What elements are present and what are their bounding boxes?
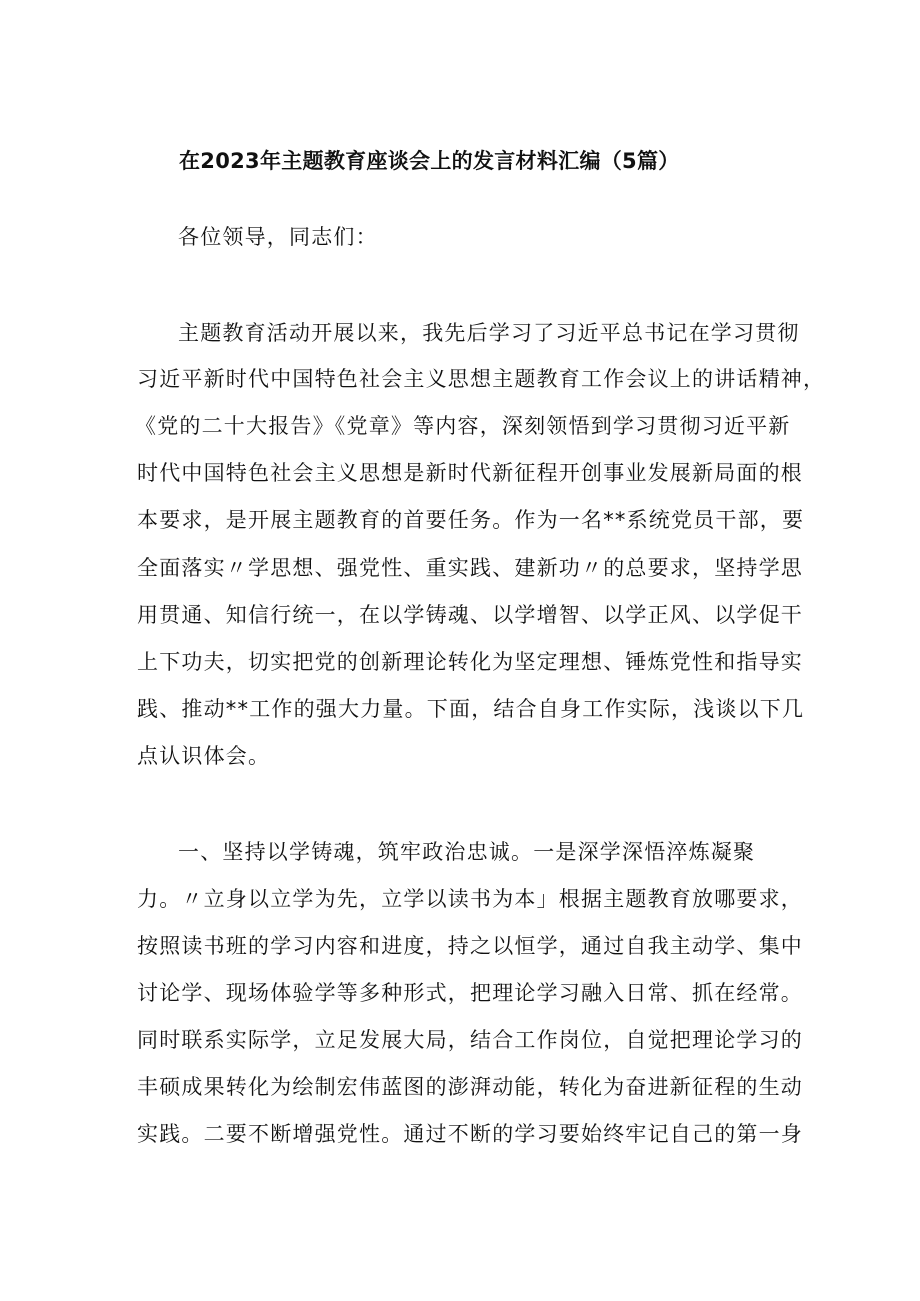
paragraph-2-line-5: 同时联系实际学，立足发展大局，结合工作岗位，自觉把理论学习的 [137, 1028, 803, 1052]
paragraph-2-line-7: 实践。二要不断增强党性。通过不断的学习要始终牢记自己的第一身 [137, 1122, 803, 1146]
paragraph-2-line-3: 按照读书班的学习内容和进度，持之以恒学，通过自我主动学、集中 [137, 934, 803, 958]
paragraph-1-line-1: 主题教育活动开展以来，我先后学习了习近平总书记在学习贯彻 [178, 321, 800, 345]
document-title: 在2023年主题教育座谈会上的发言材料汇编（5篇） [179, 149, 680, 173]
paragraph-1-line-5: 本要求，是开展主题教育的首要任务。作为一名**系统党员干部，要 [137, 508, 805, 532]
paragraph-1-line-8: 上下功夫，切实把党的创新理论转化为坚定理想、锤炼党性和指导实 [137, 650, 803, 674]
paragraph-1-line-3: 《党的二十大报告》《党章》等内容，深刻领悟到学习贯彻习近平新 [135, 414, 791, 438]
paragraph-1-line-6: 全面落实〃学思想、强党性、重实践、建新功〃的总要求，坚持学思 [137, 556, 803, 580]
paragraph-2-line-6: 丰硕成果转化为绘制宏伟蓝图的澎湃动能，转化为奋进新征程的生动 [137, 1075, 803, 1099]
paragraph-1-line-2: 习近平新时代中国特色社会主义思想主题教育工作会议上的讲话精神， [137, 367, 826, 391]
paragraph-1-line-10: 点认识体会。 [137, 744, 271, 768]
paragraph-2-line-2: 力。〃立身以立学为先，立学以读书为本」根据主题教育放哪要求， [137, 887, 803, 911]
paragraph-1-line-7: 用贯通、知信行统一，在以学铸魂、以学增智、以学正风、以学促干 [137, 603, 803, 627]
greeting: 各位领导，同志们： [178, 225, 378, 249]
paragraph-1-line-4: 时代中国特色社会主义思想是新时代新征程开创事业发展新局面的根 [137, 461, 803, 485]
paragraph-2-line-1: 一、坚持以学铸魂，筑牢政治忠诚。一是深学深悟淬炼凝聚 [178, 840, 756, 864]
paragraph-1-line-9: 践、推动**工作的强大力量。下面，结合自身工作实际，浅谈以下几 [137, 697, 805, 721]
paragraph-2-line-4: 讨论学、现场体验学等多种形式，把理论学习融入日常、抓在经常。 [137, 981, 803, 1005]
